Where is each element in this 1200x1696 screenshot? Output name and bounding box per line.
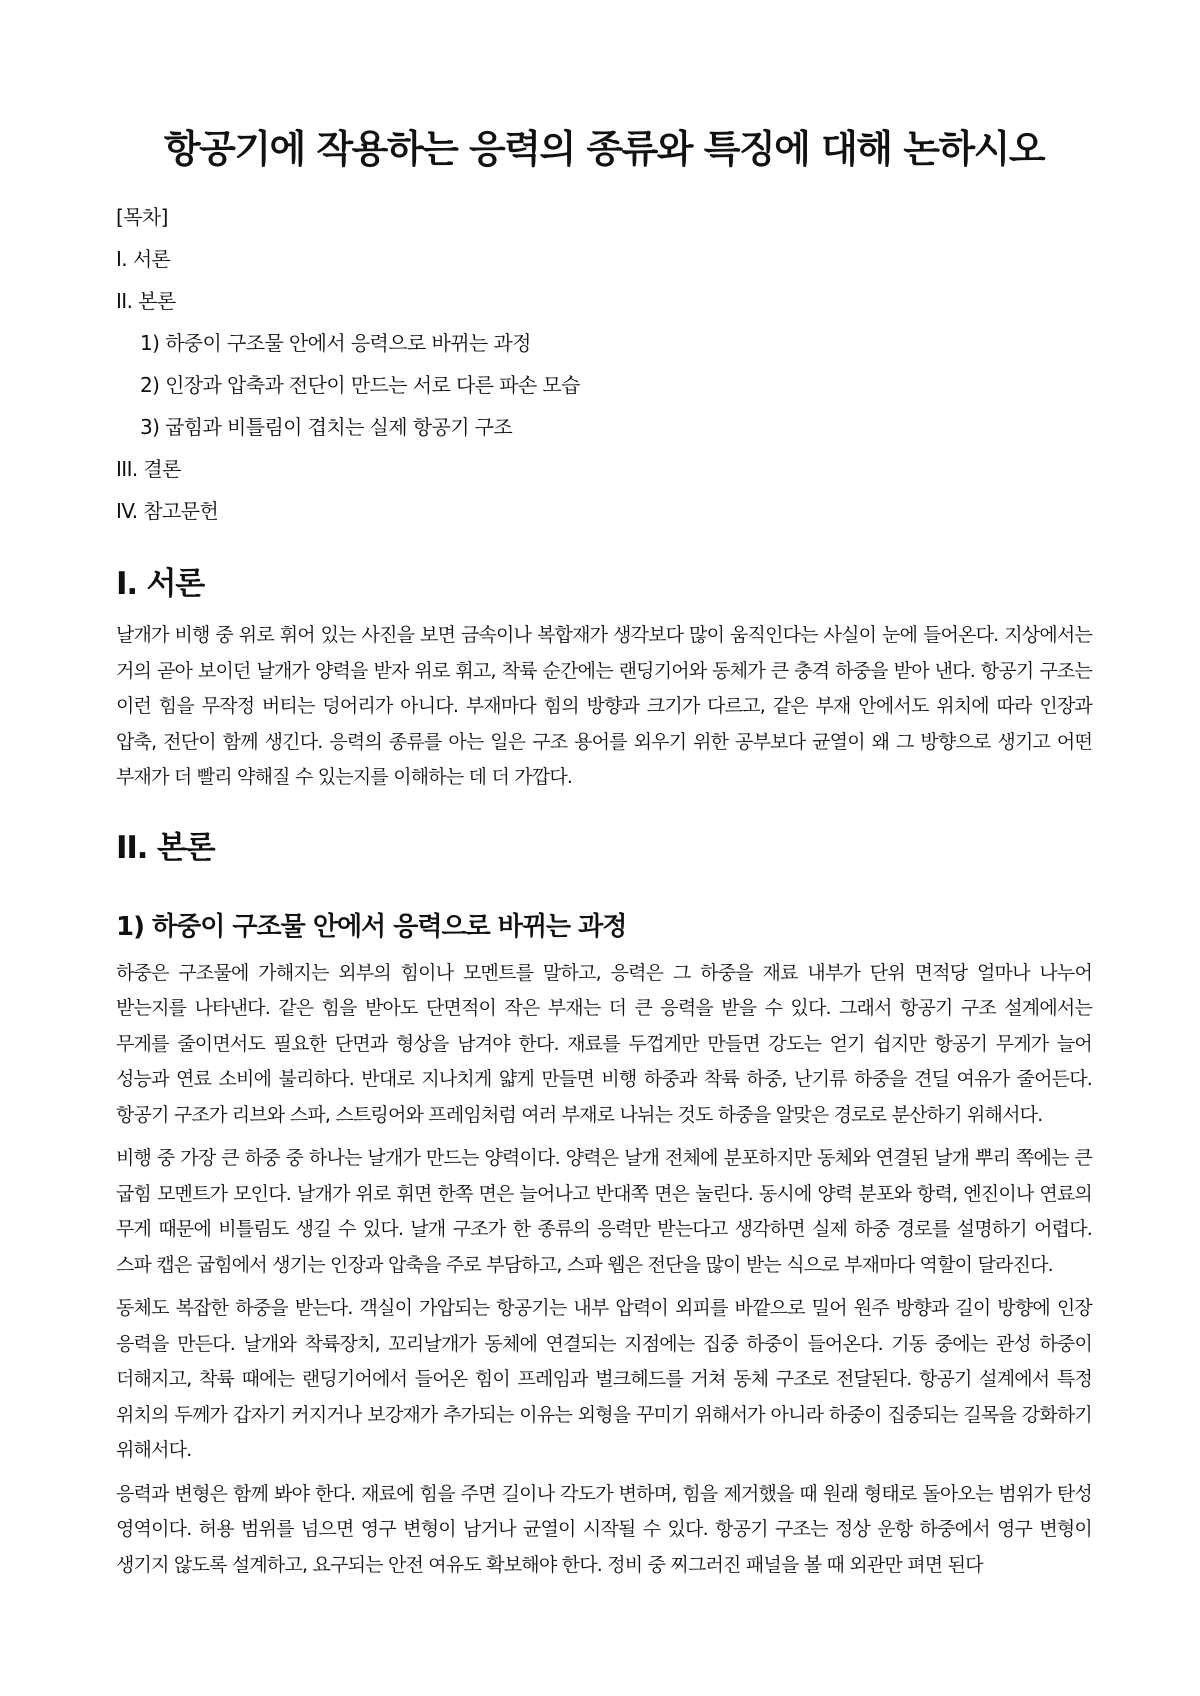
document-title: 항공기에 작용하는 응력의 종류와 특징에 대해 논하시오 [163,127,1045,171]
paragraph: 날개가 비행 중 위로 휘어 있는 사진을 보면 금속이나 복합재가 생각보다 많이 움직인다는 사실이 눈에 들어온다. 지상에서는 거의 곧아 보이던 날개가 양력을 받자 위로 휘고, 착륙 순간에는 랜딩기어와 동체가 큰 충격 하중을 받아 낸다. 항공기 구조는 이런 힘을 무작정 버티는 덩어리가 아니다. 부재마다 힘의 방향과 크기가 다르고, 같은 부재 안에서도 위치에 따라 인장과 압축, 전단이 함께 생긴다. 응력의 종류를 아는 일은 구조 용어를 외우기 위한 공부보다 균열이 왜 그 방향으로 생기고 어떤 부재가 더 빨리 약해질 수 있는지를 이해하는 데 더 가깝다. [116,624,1092,788]
toc-item: IV. 참고문헌 [116,499,219,523]
toc-subitem: 2) 인장과 압축과 전단이 만드는 서로 다른 파손 모습 [140,373,580,397]
section-heading: II. 본론 [116,829,215,866]
toc-subitem: 1) 하중이 구조물 안에서 응력으로 바뀌는 과정 [140,331,531,355]
toc-item: III. 결론 [116,457,181,481]
paragraph: 하중은 구조물에 가해지는 외부의 힘이나 모멘트를 말하고, 응력은 그 하중을 재료 내부가 단위 면적당 얼마나 나누어 받는지를 나타낸다. 같은 힘을 받아도 단면적이 작은 부재는 더 큰 응력을 받을 수 있다. 그래서 항공기 구조 설계에서는 무게를 줄이면서도 필요한 단면과 형상을 남겨야 한다. 재료를 두껍게만 만들면 강도는 얻기 쉽지만 항공기 무게가 늘어 성능과 연료 소비에 불리하다. 반대로 지나치게 얇게 만들면 비행 하중과 착륙 하중, 난기류 하중을 견딜 여유가 줄어든다. 항공기 구조가 리브와 스파, 스트링어와 프레임처럼 여러 부재로 나뉘는 것도 하중을 알맞은 경로로 분산하기 위해서다. [116,961,1092,1126]
subsection-heading: 1) 하중이 구조물 안에서 응력으로 바뀌는 과정 [116,911,627,942]
toc-heading: [목차] [116,205,168,229]
paragraph: 비행 중 가장 큰 하중 중 하나는 날개가 만드는 양력이다. 양력은 날개 전체에 분포하지만 동체와 연결된 날개 뿌리 쪽에는 큰 굽힘 모멘트가 모인다. 날개가 위로 휘면 한쪽 면은 늘어나고 반대쪽 면은 눌린다. 동시에 양력 분포와 항력, 엔진이나 연료의 무게 때문에 비틀림도 생길 수 있다. 날개 구조가 한 종류의 응력만 받는다고 생각하면 실제 하중 경로를 설명하기 어렵다. 스파 캡은 굽힘에서 생기는 인장과 압축을 주로 부담하고, 스파 웹은 전단을 많이 받는 식으로 부재마다 역할이 달라진다. [116,1147,1092,1276]
section-body [116,826,1092,1584]
document-page [116,0,1092,1591]
paragraph: 동체도 복잡한 하중을 받는다. 객실이 가압되는 항공기는 내부 압력이 외피를 바깥으로 밀어 원주 방향과 길이 방향에 인장 응력을 만든다. 날개와 착륙장치, 꼬리날개가 동체에 연결되는 지점에는 집중 하중이 들어온다. 기동 중에는 관성 하중이 더해지고, 착륙 때에는 랜딩기어에서 들어온 힘이 프레임과 벌크헤드를 거쳐 동체 구조로 전달된다. 항공기 설계에서 특정 위치의 두께가 갑자기 커지거나 보강재가 추가되는 이유는 외형을 꾸미기 위해서가 아니라 하중이 집중되는 길목을 강화하기 위해서다. [116,1297,1092,1461]
toc-subitem: 3) 굽힘과 비틀림이 겹치는 실제 항공기 구조 [140,415,513,439]
section-introduction [116,562,1092,796]
paragraph: 응력과 변형은 함께 봐야 한다. 재료에 힘을 주면 길이나 각도가 변하며, 힘을 제거했을 때 원래 형태로 돌아오는 범위가 탄성 영역이다. 허용 범위를 넘으면 영구 변형이 남거나 균열이 시작될 수 있다. 항공기 구조는 정상 운항 하중에서 영구 변형이 생기지 않도록 설계하고, 요구되는 안전 여유도 확보해야 한다. 정비 중 찌그러진 패널을 볼 때 외관만 펴면 된다 [116,1482,1092,1576]
section-heading: I. 서론 [116,566,204,602]
toc-item: II. 본론 [116,289,176,313]
toc-item: I. 서론 [116,247,171,271]
table-of-contents [116,196,1092,532]
